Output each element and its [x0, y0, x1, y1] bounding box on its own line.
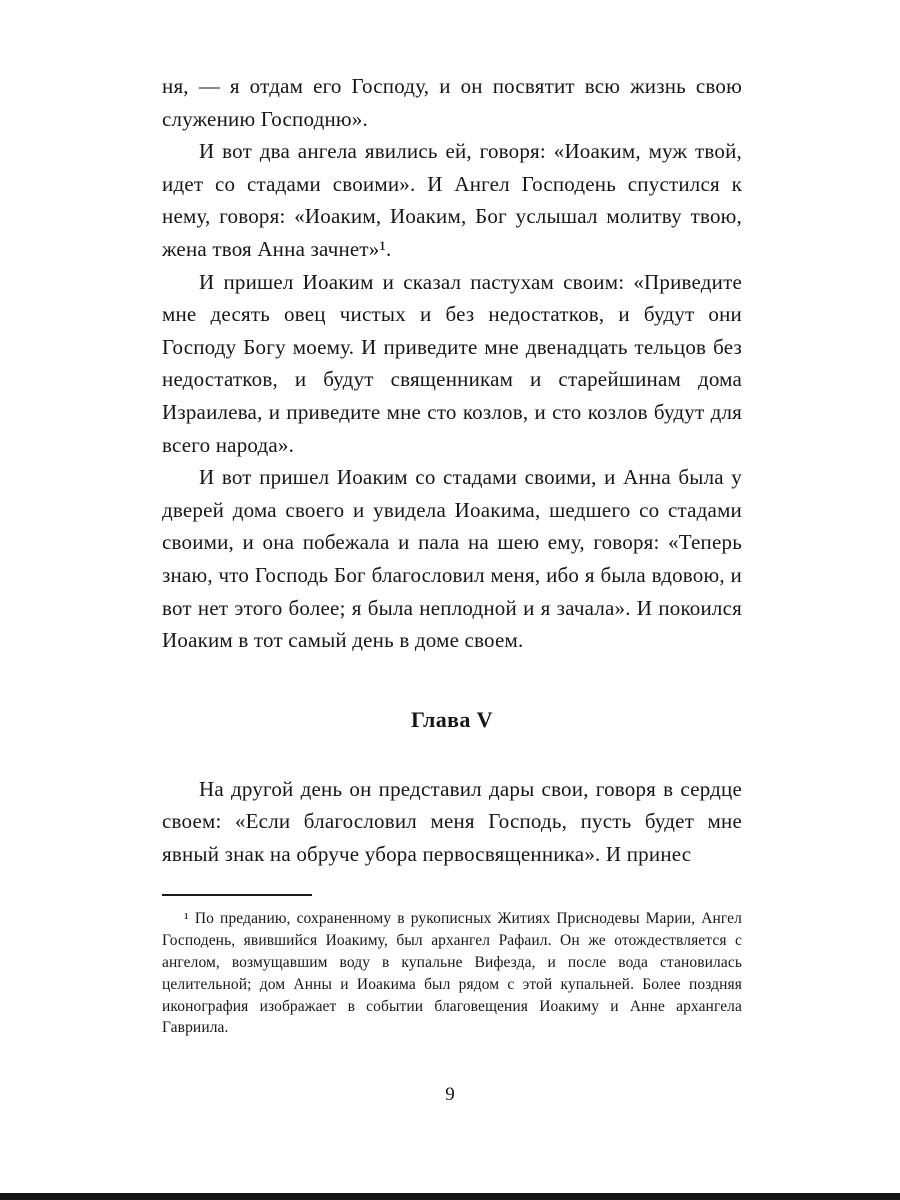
body-paragraph: И вот два ангела явились ей, говоря: «Иоаким, муж твой, идет со стадами своими». И Ангел Господень спустился к нему, говоря: «Иоаким, Иоаким, Бог услышал молитву твою, жена твоя Анна зачнет»¹. — [162, 139, 742, 261]
footnote-separator-rule — [162, 894, 312, 896]
body-paragraph-continuation: ня, — я отдам его Господу, и он посвятит всю жизнь свою служению Господню». — [162, 74, 742, 131]
footnote-text: ¹ По преданию, сохраненному в рукописных Житиях Приснодевы Марии, Ангел Господень, явившийся Иоакиму, был архангел Рафаил. Он же отождествляется с ангелом, возмущавшим воду в купальне Вифезда, и после вода становилась целительной; дом Анны и Иоакима был рядом с этой купальней. Более поздняя иконография изображает в событии благовещения Иоакиму и Анне архангела Гавриила. — [162, 910, 742, 1037]
page-body — [162, 70, 742, 1039]
body-paragraph: И вот пришел Иоаким со стадами своими, и Анна была у дверей дома своего и увидела Иоакима, шедшего со стадами своими, и она побежала и пала на шею ему, говоря: «Теперь знаю, что Господь Бог благословил меня, ибо я была вдовою, и вот нет этого более; я была неплодной и я зачала». И покоился Иоаким в тот самый день в доме своем. — [162, 465, 742, 653]
scan-bottom-edge — [0, 1193, 900, 1200]
body-paragraph: И пришел Иоаким и сказал пастухам своим: «Приведите мне десять овец чистых и без недостатков, и будут они Господу Богу моему. И приведите мне двенадцать тельцов без недостатков, и будут священникам и старейшинам дома Израилева, и приведите мне сто козлов, и сто козлов будут для всего народа». — [162, 269, 742, 457]
chapter-heading: Глава V — [411, 706, 493, 732]
page-number: 9 — [445, 1084, 455, 1105]
body-paragraph: На другой день он представил дары свои, говоря в сердце своем: «Если благословил меня Господь, пусть будет мне явный знак на обруче убора первосвященника». И принес — [162, 776, 742, 866]
